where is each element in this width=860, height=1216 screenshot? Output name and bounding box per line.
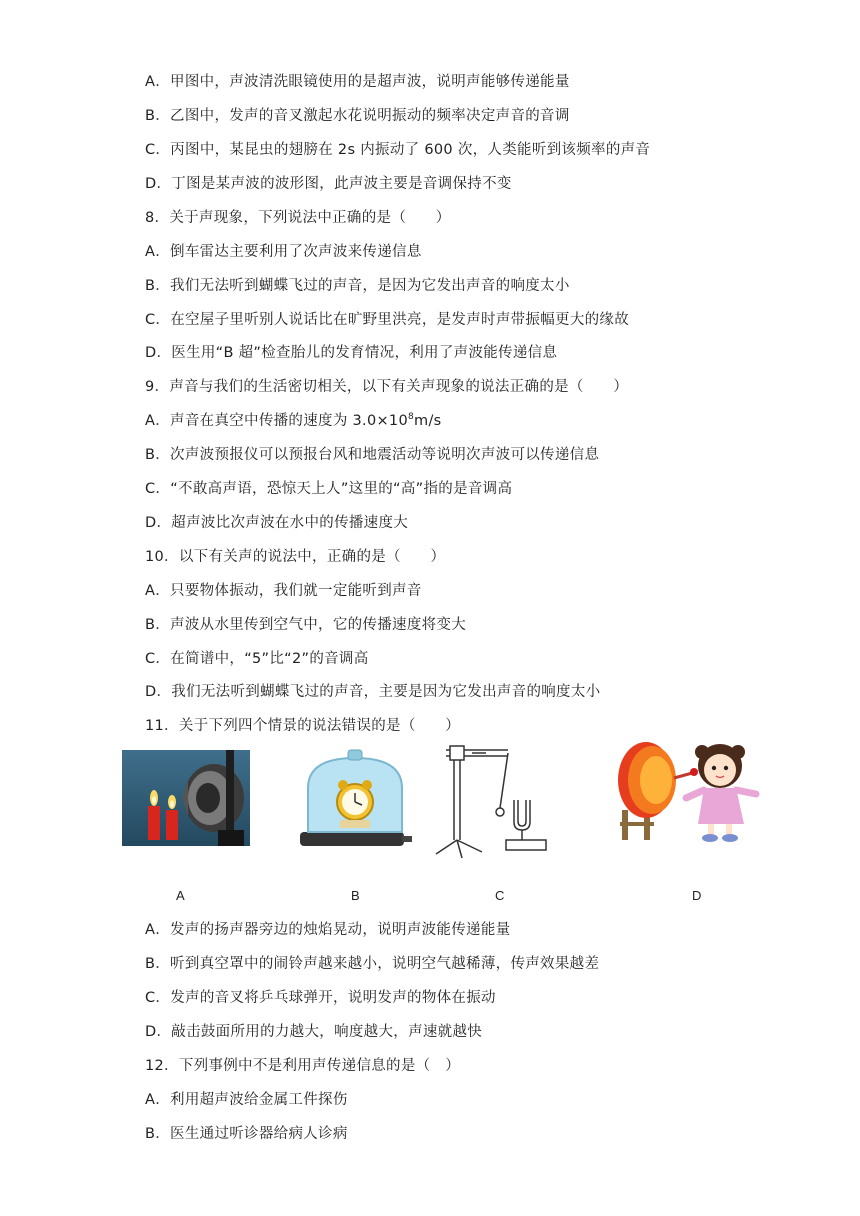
q10-stem: 10．以下有关声的说法中，正确的是（ ）: [145, 549, 446, 565]
q7-option-a: A．甲图中，声波清洗眼镜使用的是超声波，说明声能够传递能量: [145, 74, 570, 90]
figure-c-tuning-fork-ball: [432, 742, 556, 858]
q11-option-a: A．发声的扬声器旁边的烛焰晃动，说明声波能传递能量: [145, 922, 511, 938]
q9-option-a-unit: m/s: [414, 413, 442, 429]
q9-option-c: C．“不敢高声语，恐惊天上人”这里的“高”指的是音调高: [145, 481, 513, 497]
figure-label-c: C: [495, 888, 505, 903]
q10-option-d: D．我们无法听到蝴蝶飞过的声音，主要是因为它发出声音的响度太小: [145, 684, 601, 700]
q8-option-c: C．在空屋子里听别人说话比在旷野里洪亮，是发声时声带振幅更大的缘故: [145, 312, 630, 328]
q10-option-b: B．声波从水里传到空气中，它的传播速度将变大: [145, 617, 467, 633]
q11-option-c: C．发声的音叉将乒乓球弹开，说明发声的物体在振动: [145, 990, 496, 1006]
q8-option-b: B．我们无法听到蝴蝶飞过的声音，是因为它发出声音的响度太小: [145, 278, 570, 294]
figure-label-d: D: [692, 888, 702, 903]
figure-a-speaker-candles: [122, 750, 250, 846]
q10-option-a: A．只要物体振动，我们就一定能听到声音: [145, 583, 422, 599]
q10-option-c: C．在简谱中，“5”比“2”的音调高: [145, 651, 369, 667]
q9-option-a-text: A．声音在真空中传播的速度为 3.0×10: [145, 413, 408, 429]
q7-option-c: C．丙图中，某昆虫的翅膀在 2s 内振动了 600 次，人类能听到该频率的声音: [145, 142, 651, 158]
q11-option-b: B．听到真空罩中的闹铃声越来越小，说明空气越稀薄，传声效果越差: [145, 956, 600, 972]
q9-stem: 9．声音与我们的生活密切相关，以下有关声现象的说法正确的是（ ）: [145, 379, 629, 395]
q11-stem: 11．关于下列四个情景的说法错误的是（ ）: [145, 718, 461, 734]
q9-option-a-exponent: 8: [408, 412, 415, 423]
q12-option-a: A．利用超声波给金属工件探伤: [145, 1092, 348, 1108]
q9-option-b: B．次声波预报仪可以预报台风和地震活动等说明次声波可以传递信息: [145, 447, 600, 463]
figure-label-a: A: [176, 888, 185, 903]
q7-option-b: B．乙图中，发声的音叉激起水花说明振动的频率决定声音的音调: [145, 108, 570, 124]
figure-d-girl-drum: [610, 738, 768, 844]
q12-option-b: B．医生通过听诊器给病人诊病: [145, 1126, 348, 1142]
q9-option-a: [145, 411, 442, 431]
q11-option-d: D．敲击鼓面所用的力越大，响度越大，声速就越快: [145, 1024, 483, 1040]
q8-stem: 8．关于声现象，下列说法中正确的是（ ）: [145, 210, 451, 226]
q8-option-d: D．医生用“B 超”检查胎儿的发育情况，利用了声波能传递信息: [145, 345, 558, 361]
q7-option-d: D．丁图是某声波的波形图，此声波主要是音调保持不变: [145, 176, 512, 192]
q9-option-d: D．超声波比次声波在水中的传播速度大: [145, 515, 409, 531]
q8-option-a: A．倒车雷达主要利用了次声波来传递信息: [145, 244, 422, 260]
figure-b-bell-jar-alarm: [298, 748, 412, 854]
q12-stem: 12．下列事例中不是利用声传递信息的是（ ）: [145, 1058, 461, 1074]
figure-label-b: B: [351, 888, 360, 903]
